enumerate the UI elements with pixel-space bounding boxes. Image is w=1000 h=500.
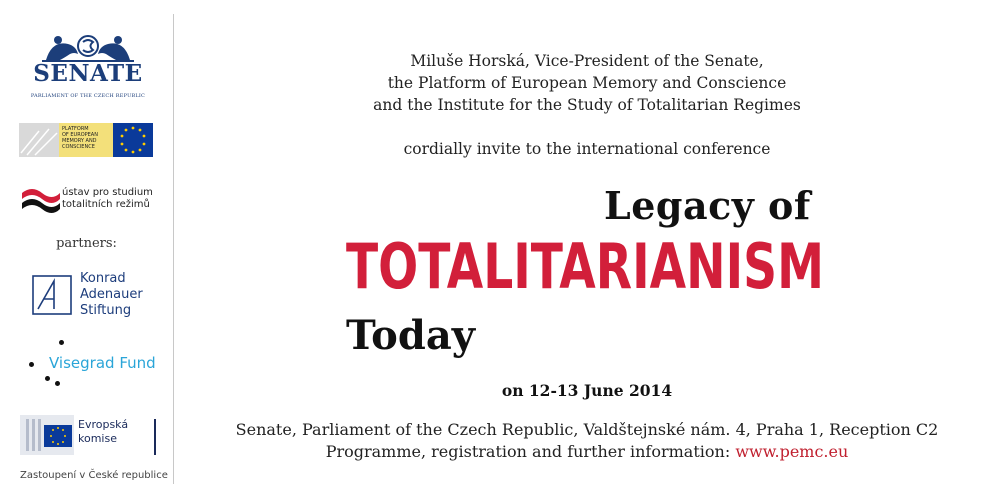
kas-logo-text bbox=[80, 271, 160, 319]
host-line: and the Institute for the Study of Totalitarian Regimes bbox=[373, 96, 801, 114]
eu-logo-text bbox=[78, 418, 138, 446]
conference-title-legacy: Legacy of bbox=[604, 183, 811, 228]
conference-title-today: Today bbox=[346, 312, 475, 359]
ustr-line: ústav pro studium bbox=[62, 187, 153, 198]
pemc-line: OF EUROPEAN bbox=[62, 132, 98, 138]
info-line bbox=[174, 442, 1000, 461]
ustr-logo-text bbox=[62, 187, 162, 211]
info-prefix: Programme, registration and further information: bbox=[325, 442, 736, 461]
pemc-line: MEMORY AND bbox=[62, 138, 97, 144]
ustr-line: totalitních režimů bbox=[62, 199, 150, 210]
visegrad-dot bbox=[29, 362, 34, 367]
eu-line: komise bbox=[78, 432, 117, 445]
pemc-website-link[interactable]: www.pemc.eu bbox=[735, 442, 849, 461]
visegrad-dot bbox=[45, 376, 50, 381]
conference-title-totalitarianism bbox=[346, 230, 826, 303]
visegrad-fund-logo-text: Visegrad Fund bbox=[49, 354, 156, 372]
partners-label: partners: bbox=[56, 236, 117, 251]
conference-date: on 12-13 June 2014 bbox=[501, 381, 673, 400]
invitation-body bbox=[174, 0, 1000, 500]
host-line: the Platform of European Memory and Conscience bbox=[387, 74, 787, 92]
ustr-flag-icon bbox=[20, 185, 62, 217]
venue-text: Senate, Parliament of the Czech Republic, Valdštejnské nám. 4, Praha 1, Reception C2 bbox=[235, 420, 939, 439]
eu-logo-subtitle: Zastoupení v České republice bbox=[20, 470, 168, 481]
kas-logo-icon bbox=[32, 275, 72, 315]
sidebar bbox=[0, 0, 173, 500]
kas-line: Stiftung bbox=[80, 303, 132, 318]
visegrad-dot bbox=[59, 340, 64, 345]
pemc-line: PLATFORM bbox=[62, 126, 89, 132]
pemc-logo-text bbox=[62, 126, 114, 150]
visegrad-dot bbox=[55, 381, 60, 386]
senate-logo-text: SENATE bbox=[33, 60, 143, 87]
host-line: Miluše Horská, Vice-President of the Senate, bbox=[410, 52, 764, 70]
senate-logo-subtitle: PARLIAMENT OF THE CZECH REPUBLIC bbox=[30, 93, 146, 99]
eu-line: Evropská bbox=[78, 418, 129, 431]
kas-line: Adenauer bbox=[80, 287, 143, 302]
title-totalitarianism-text: TOTALITARIANISM bbox=[346, 230, 824, 303]
invite-text: cordially invite to the international conference bbox=[403, 140, 771, 158]
kas-line: Konrad bbox=[80, 271, 126, 286]
pemc-line: CONSCIENCE bbox=[62, 144, 95, 150]
